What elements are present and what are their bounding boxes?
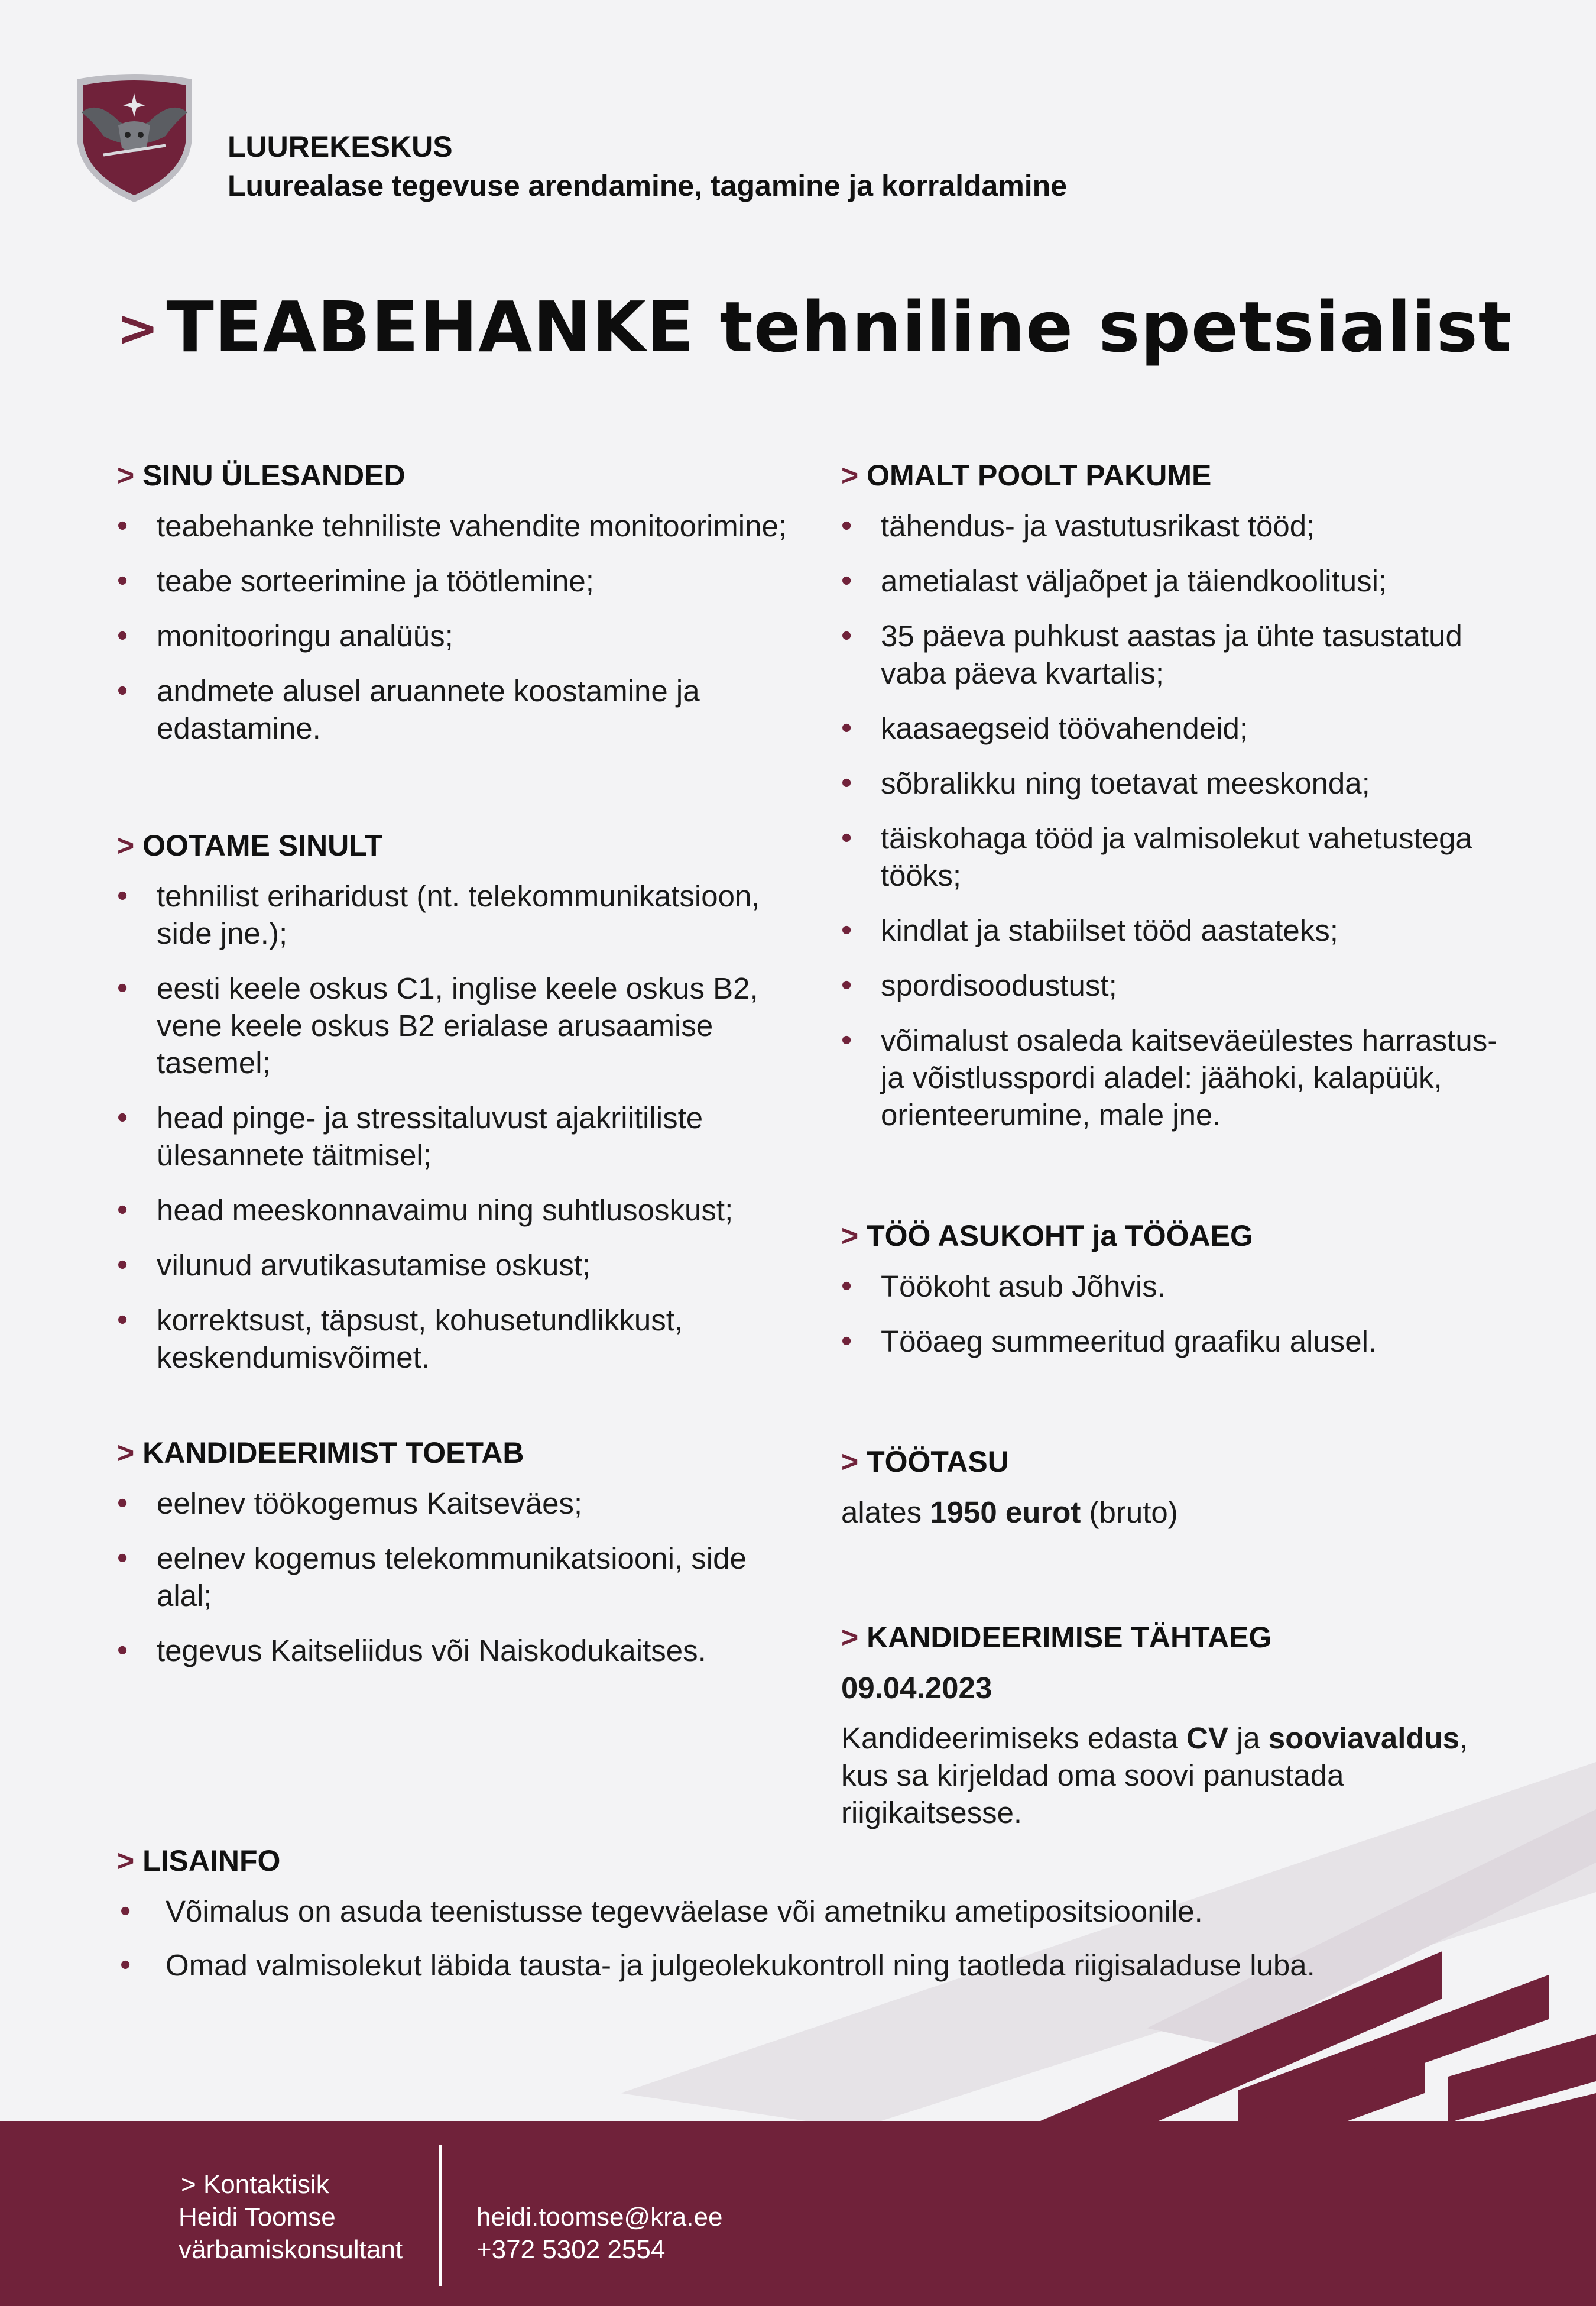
offer-heading: > OMALT POOLT PAKUME	[841, 459, 1212, 492]
list-item: • korrektsust, täpsust, kohusetundlikkust, keskendumisvõimet.	[117, 1301, 791, 1376]
contact-details	[476, 2201, 722, 2266]
list-item: • täiskohaga tööd ja valmisolekut vahetustega tööks;	[841, 820, 1521, 894]
list-item: • tähendus- ja vastutusrikast tööd;	[841, 507, 1521, 545]
salary-amount: 1950 eurot	[930, 1495, 1081, 1529]
list-item: • Töökoht asub Jõhvis.	[841, 1268, 1521, 1305]
list-item: • tegevus Kaitseliidus või Naiskodukaitses.	[117, 1632, 791, 1669]
footer	[0, 2121, 1596, 2306]
title-arrow: >	[117, 299, 160, 357]
duties-section	[117, 456, 791, 765]
offer-section	[841, 456, 1521, 1151]
list-item: • monitooringu analüüs;	[117, 617, 791, 655]
salary-section	[841, 1443, 1521, 1531]
list-item: • Omad valmisolekut läbida tausta- ja julgeolekukontroll ning taotleda riigisaladuse luba.	[117, 1947, 1536, 1984]
requirements-section	[117, 827, 791, 1394]
list-item: • teabe sorteerimine ja töötlemine;	[117, 562, 791, 600]
page-title	[117, 283, 1512, 373]
location-section	[841, 1217, 1521, 1378]
list-item: • sõbralikku ning toetavat meeskonda;	[841, 765, 1521, 802]
contact-label: > Kontaktisik	[181, 2170, 329, 2199]
extra-heading: > LISAINFO	[117, 1844, 281, 1877]
list-item: • kindlat ja stabiilset tööd aastateks;	[841, 912, 1521, 949]
org-name: LUUREKESKUS	[228, 130, 453, 163]
list-item: • eelnev kogemus telekommunikatsiooni, side alal;	[117, 1540, 791, 1614]
contact-name: Heidi Toomse	[179, 2203, 336, 2231]
title-text: TEABEHANKE tehniline spetsialist	[166, 286, 1513, 368]
extra-info-section	[117, 1842, 1536, 2000]
list-item: • tehnilist eriharidust (nt. telekommunikatsioon, side jne.);	[117, 877, 791, 952]
list-item: • Tööaeg summeeritud graafiku alusel.	[841, 1323, 1521, 1360]
list-item: • spordisoodustust;	[841, 967, 1521, 1004]
advantages-heading: > KANDIDEERIMIST TOETAB	[117, 1436, 524, 1469]
contact-block	[179, 2168, 403, 2266]
requirements-heading: > OOTAME SINULT	[117, 829, 383, 862]
list-item: • Võimalus on asuda teenistusse tegevväelase või ametniku ametipositsioonile.	[117, 1893, 1536, 1930]
deadline-date: 09.04.2023	[841, 1671, 992, 1705]
deadline-heading: > KANDIDEERIMISE TÄHTAEG	[841, 1621, 1272, 1654]
list-item: • head pinge- ja stressitaluvust ajakriitiliste ülesannete täitmisel;	[117, 1099, 791, 1174]
list-item: • kaasaegseid töövahendeid;	[841, 710, 1521, 747]
salary-heading: > TÖÖTASU	[841, 1445, 1009, 1478]
list-item: • eelnev töökogemus Kaitseväes;	[117, 1485, 791, 1522]
advantages-section	[117, 1434, 791, 1687]
list-item: • andmete alusel aruannete koostamine ja edastamine.	[117, 672, 791, 747]
contact-role: värbamiskonsultant	[179, 2235, 403, 2264]
list-item: • head meeskonnavaimu ning suhtlusoskust;	[117, 1191, 791, 1229]
location-heading: > TÖÖ ASUKOHT ja TÖÖAEG	[841, 1219, 1253, 1252]
contact-phone[interactable]: +372 5302 2554	[476, 2235, 666, 2264]
crest-eagle-icon	[71, 71, 198, 207]
list-item: • ametialast väljaõpet ja täiendkoolitusi;	[841, 562, 1521, 600]
duties-heading: > SINU ÜLESANDED	[117, 459, 406, 492]
list-item: • vilunud arvutikasutamise oskust;	[117, 1246, 791, 1284]
deadline-text: Kandideerimiseks edasta CV ja sooviavaldus, kus sa kirjeldad oma soovi panustada riigikaitsesse.	[841, 1721, 1468, 1829]
list-item: • eesti keele oskus C1, inglise keele oskus B2, vene keele oskus B2 erialase arusaamise tasemel;	[117, 970, 791, 1081]
list-item: • teabehanke tehniliste vahendite monitoorimine;	[117, 507, 791, 545]
list-item: • 35 päeva puhkust aastas ja ühte tasustatud vaba päeva kvartalis;	[841, 617, 1521, 692]
footer-divider	[439, 2145, 442, 2286]
contact-email[interactable]: heidi.toomse@kra.ee	[476, 2203, 723, 2231]
org-subtitle: Luurealase tegevuse arendamine, tagamine ja korraldamine	[228, 169, 1068, 202]
salary-text: alates 1950 eurot (bruto)	[841, 1495, 1178, 1529]
list-item: • võimalust osaleda kaitseväeülestes harrastus- ja võistlusspordi aladel: jäähoki, kalapüük, orienteerumine, male jne.	[841, 1022, 1521, 1133]
